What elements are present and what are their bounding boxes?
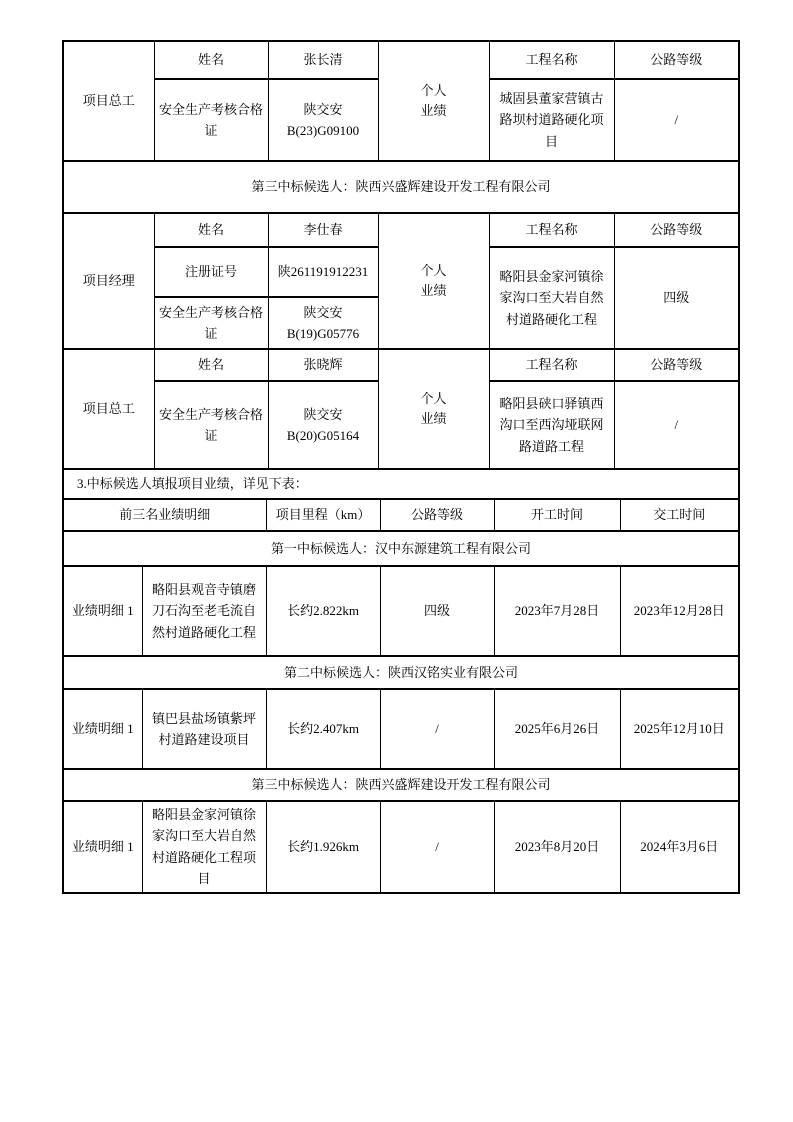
project-name-cell: 镇巴县盐场镇紫坪村道路建设项目 [142,689,266,769]
header-mileage-cell: 项目里程（km） [266,499,380,531]
candidate-row [63,656,739,689]
candidate-row [63,769,739,801]
road-grade-cell: / [380,801,494,893]
project-name-header-cell: 工程名称 [489,41,614,79]
detail-row [63,801,739,893]
field-value-cell [268,381,378,469]
field-value-cell: 张晓辉 [268,349,378,381]
mileage-cell: 长约1.926km [266,801,380,893]
table-row [63,41,739,79]
project-name-cell: 略阳县观音寺镇磨刀石沟至老毛流自然村道路硬化工程 [142,566,266,656]
start-date-cell: 2023年8月20日 [494,801,620,893]
end-date-cell: 2024年3月6日 [620,801,739,893]
personal-performance-cell [378,41,489,161]
role-cell: 项目总工 [63,41,154,161]
personal-performance-label: 个人业绩 [420,263,447,298]
start-date-cell: 2025年6月26日 [494,689,620,769]
field-value-cell: 张长清 [268,41,378,79]
road-grade-header-cell: 公路等级 [614,41,739,79]
project-name-cell: 略阳县金家河镇徐家沟口至大岩自然村道路硬化工程 [489,247,614,349]
table-row [63,213,739,247]
table-row [63,349,739,381]
field-label-cell: 安全生产考核合格证 [154,79,268,161]
cert-value-line1: 陕交安 [303,304,343,320]
detail-label-cell: 业绩明细 1 [63,689,142,769]
header-grade-cell: 公路等级 [380,499,494,531]
candidate-cell: 第三中标候选人：陕西兴盛辉建设开发工程有限公司 [63,161,739,213]
road-grade-cell: 四级 [614,247,739,349]
field-label-cell: 姓名 [154,349,268,381]
field-label-cell: 姓名 [154,213,268,247]
tables-container [62,40,738,894]
note-row [63,469,739,499]
field-label-cell: 注册证号 [154,247,268,297]
cert-value-line1: 陕交安 [303,101,343,117]
road-grade-header-cell: 公路等级 [614,349,739,381]
field-label-cell: 姓名 [154,41,268,79]
header-start-cell: 开工时间 [494,499,620,531]
role-cell: 项目经理 [63,213,154,349]
candidate-row [63,531,739,566]
personal-performance-label: 个人业绩 [420,83,447,118]
project-name-header-cell: 工程名称 [489,349,614,381]
cert-value-line2: B(23)G09100 [286,123,360,138]
cert-value-line2: B(19)G05776 [286,326,360,341]
personal-performance-cell [378,349,489,469]
mileage-cell: 长约2.822km [266,566,380,656]
header-end-cell: 交工时间 [620,499,739,531]
cert-value-line2: B(20)G05164 [286,428,360,443]
road-grade-cell: / [614,381,739,469]
mileage-cell: 长约2.407km [266,689,380,769]
road-grade-cell: / [380,689,494,769]
road-grade-cell: / [614,79,739,161]
personal-performance-cell [378,213,489,349]
header-detail-cell: 前三名业绩明细 [63,499,266,531]
road-grade-header-cell: 公路等级 [614,213,739,247]
project-name-header-cell: 工程名称 [489,213,614,247]
candidate-cell: 第三中标候选人：陕西兴盛辉建设开发工程有限公司 [63,769,739,801]
project-name-cell: 城固县董家营镇古路坝村道路硬化项目 [489,79,614,161]
detail-label-cell: 业绩明细 1 [63,566,142,656]
detail-row [63,566,739,656]
detail-row [63,689,739,769]
performance-detail-table [62,498,740,894]
candidate-cell: 第一中标候选人：汉中东源建筑工程有限公司 [63,531,739,566]
detail-label-cell: 业绩明细 1 [63,801,142,893]
field-value-cell [268,79,378,161]
field-value-cell: 陕261191912231 [268,247,378,297]
candidate-row [63,161,739,213]
end-date-cell: 2025年12月10日 [620,689,739,769]
field-label-cell: 安全生产考核合格证 [154,297,268,349]
note-cell: 3.中标候选人填报项目业绩，详见下表： [63,469,739,499]
end-date-cell: 2023年12月28日 [620,566,739,656]
field-label-cell: 安全生产考核合格证 [154,381,268,469]
project-name-cell: 略阳县金家河镇徐家沟口至大岩自然村道路硬化工程项目 [142,801,266,893]
personal-performance-label: 个人业绩 [420,391,447,426]
header-row [63,499,739,531]
cert-value-line1: 陕交安 [303,406,343,422]
start-date-cell: 2023年7月28日 [494,566,620,656]
field-value-cell [268,297,378,349]
personnel-performance-table [62,40,740,500]
project-name-cell: 略阳县硖口驿镇西沟口至西沟垭联网路道路工程 [489,381,614,469]
candidate-cell: 第二中标候选人：陕西汉铭实业有限公司 [63,656,739,689]
field-value-cell: 李仕春 [268,213,378,247]
road-grade-cell: 四级 [380,566,494,656]
role-cell: 项目总工 [63,349,154,469]
